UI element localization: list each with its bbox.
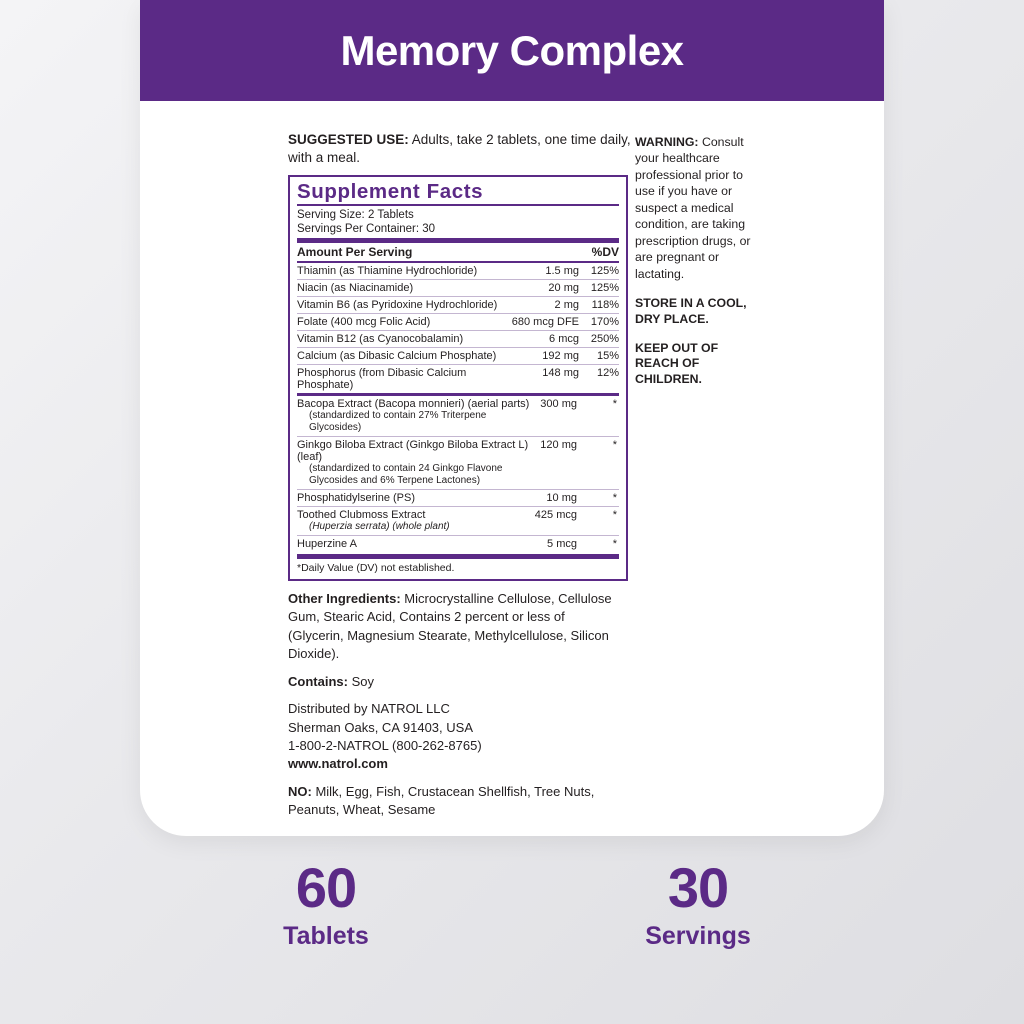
vitamin-rows-table [297, 263, 619, 393]
ingredient-name: Bacopa Extract (Bacopa monnieri) (aerial parts) [297, 397, 530, 410]
table-row [297, 331, 619, 348]
left-column [288, 131, 633, 829]
ingredient-standardization: (standardized to contain 24 Ginkgo Flavone Glycosides and 6% Terpene Lactones) [309, 462, 503, 486]
nutrient-dv: 15% [579, 348, 619, 365]
right-column [635, 134, 765, 401]
ingredient-dv: * [577, 506, 619, 535]
table-row [297, 348, 619, 365]
nutrient-amount: 148 mg [542, 367, 579, 380]
suggested-use-text: Adults, take 2 tablets, one time daily, with a meal. [288, 132, 631, 165]
table-row [297, 365, 619, 394]
product-stats [140, 856, 884, 951]
stat-label: Servings [645, 922, 751, 950]
nutrient-name: Vitamin B6 (as Pyridoxine Hydrochloride) [297, 297, 512, 314]
suggested-use [288, 131, 633, 167]
ingredient-amount: 5 mcg [547, 537, 577, 550]
nutrient-name: Folate (400 mcg Folic Acid) [297, 314, 512, 331]
contains-allergens [288, 673, 623, 691]
other-ingredients [288, 590, 623, 664]
table-row [297, 436, 619, 489]
suggested-use-label: SUGGESTED USE: [288, 132, 409, 147]
ingredient-dv: * [577, 489, 619, 506]
product-header-band [140, 0, 884, 101]
ingredient-name: Toothed Clubmoss Extract [297, 508, 426, 521]
nutrient-name: Thiamin (as Thiamine Hydrochloride) [297, 263, 512, 280]
col-amount-per-serving: Amount Per Serving [297, 244, 413, 259]
nutrient-name: Phosphorus (from Dibasic Calcium Phosphate) [297, 367, 467, 392]
nutrient-dv: 125% [579, 263, 619, 280]
stat-number: 30 [667, 856, 729, 919]
contains-text: Soy [347, 673, 374, 689]
table-header-row [297, 243, 619, 261]
distributor-block [288, 700, 623, 774]
distributor-phone: 1-800-2-NATROL (800-262-8765) [288, 737, 482, 753]
page-title: Memory Complex [340, 26, 684, 74]
ingredient-standardization: (standardized to contain 27% Triterpene Glycosides) [309, 409, 487, 433]
table-row [297, 535, 619, 552]
contains-label: Contains: [288, 673, 348, 689]
table-row [297, 297, 619, 314]
stat-label: Tablets [283, 922, 369, 950]
ingredient-dv: * [612, 537, 617, 550]
stat-servings [598, 856, 798, 951]
no-label: NO: [288, 783, 312, 799]
nutrient-name: Calcium (as Dibasic Calcium Phosphate) [297, 348, 512, 365]
free-from-statement [288, 783, 623, 820]
stat-number: 60 [295, 856, 357, 919]
serving-size: Serving Size: 2 Tablets [297, 208, 414, 221]
nutrient-table [297, 243, 619, 261]
nutrient-dv: 170% [579, 314, 619, 331]
servings-per-container: Servings Per Container: 30 [297, 222, 436, 235]
ingredient-name: Huperzine A [297, 537, 357, 550]
table-row [297, 280, 619, 297]
other-info-block [288, 590, 623, 820]
storage-statement: STORE IN A COOL, DRY PLACE. [635, 296, 747, 326]
warning-statement [635, 134, 765, 282]
ingredient-dv: * [577, 396, 619, 437]
supplement-facts-panel [288, 175, 628, 581]
table-row [297, 489, 619, 506]
ingredient-botanical-source: (Huperzia serrata) (whole plant) [309, 520, 450, 532]
nutrient-dv: 118% [579, 297, 619, 314]
botanical-rows-table [297, 396, 619, 552]
label-body [140, 101, 884, 836]
ingredient-name: Phosphatidylserine (PS) [297, 489, 535, 506]
other-ingredients-text: Microcrystalline Cellulose, Cellulose Gum, Stearic Acid, Contains 2 percent or less of (Glycerin, Magnesium Stearate, Methylcellulose, Silicon Dioxide). [288, 590, 612, 662]
distributor-name: Distributed by NATROL LLC [288, 701, 450, 717]
nutrient-name: Vitamin B12 (as Cyanocobalamin) [297, 331, 512, 348]
nutrient-name: Niacin (as Niacinamide) [297, 280, 512, 297]
other-ingredients-label: Other Ingredients: [288, 590, 401, 606]
keep-out-of-reach-statement: KEEP OUT OF REACH OF CHILDREN. [635, 340, 719, 387]
ingredient-dv: * [577, 436, 619, 489]
table-row [297, 506, 619, 535]
nutrient-amount: 1.5 mg [512, 263, 579, 280]
col-dv: %DV [591, 244, 619, 259]
nutrient-dv: 125% [579, 280, 619, 297]
table-row [297, 314, 619, 331]
distributor-address: Sherman Oaks, CA 91403, USA [288, 719, 473, 735]
supplement-label-panel [140, 0, 884, 836]
ingredient-amount: 10 mg [535, 489, 577, 506]
stat-tablets [226, 856, 426, 951]
nutrient-amount: 192 mg [512, 348, 579, 365]
ingredient-amount: 425 mcg [535, 506, 577, 535]
table-row [297, 263, 619, 280]
nutrient-amount: 20 mg [512, 280, 579, 297]
ingredient-name: Ginkgo Biloba Extract (Ginkgo Biloba Extract L) (leaf) [297, 438, 529, 463]
nutrient-dv: 250% [579, 331, 619, 348]
nutrient-amount: 2 mg [512, 297, 579, 314]
table-row [297, 396, 619, 437]
supplement-facts-title: Supplement Facts [297, 181, 619, 206]
daily-value-footnote: *Daily Value (DV) not established. [297, 561, 455, 574]
nutrient-amount: 6 mcg [512, 331, 579, 348]
website-link[interactable]: www.natrol.com [288, 756, 388, 772]
nutrient-amount: 680 mcg DFE [512, 314, 579, 331]
ingredient-amount: 300 mg [535, 396, 577, 437]
nutrient-dv: 12% [596, 367, 619, 380]
no-text: Milk, Egg, Fish, Crustacean Shellfish, Tree Nuts, Peanuts, Wheat, Sesame [288, 783, 595, 818]
ingredient-amount: 120 mg [535, 436, 577, 489]
warning-text: Consult your healthcare professional prior to use if you have or suspect a medical condition, are taking prescription drugs, or are pregnant or lactating. [635, 135, 751, 281]
warning-label: WARNING: [635, 135, 699, 149]
